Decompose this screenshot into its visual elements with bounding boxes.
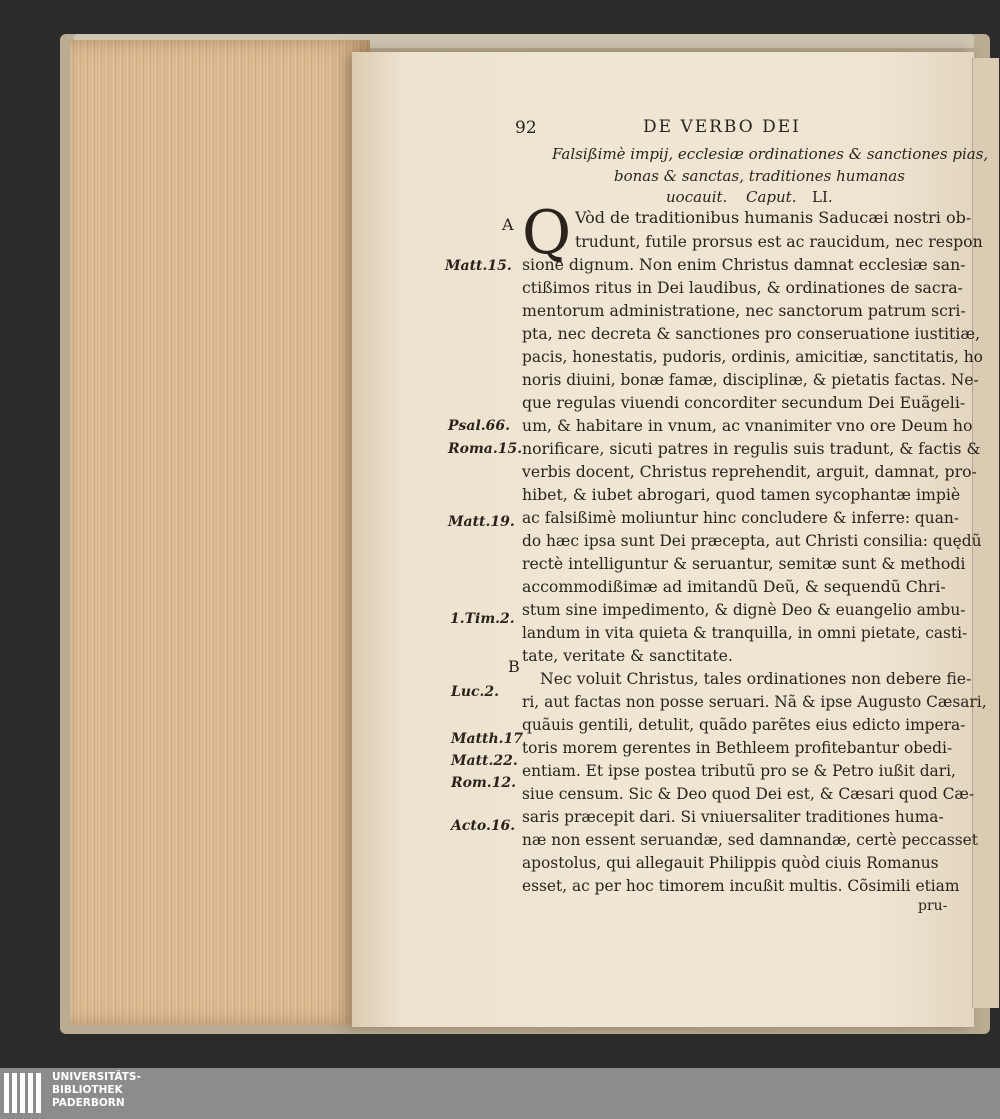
body-line: ri, aut factas non posse seruari. Nã & ipse Augusto Cæsari, (522, 693, 987, 711)
body-line: tate, veritate & sanctitate. (522, 646, 733, 665)
library-name (52, 1071, 141, 1110)
margin-ref: Matt.19. (448, 514, 515, 530)
chapter-heading-line-1: Falsißimè impij, ecclesiæ ordinationes & sanctiones pias, (552, 145, 989, 163)
running-head: DE VERBO DEI (643, 117, 801, 137)
body-line: ac falsißimè moliuntur hinc concludere & inferre: quan- (522, 509, 959, 527)
body-line: mentorum administratione, nec sanctorum patrum scri- (522, 301, 966, 320)
chapter-number: LI. (812, 188, 833, 206)
margin-ref: Psal.66. (448, 418, 511, 434)
library-logo-icon (4, 1073, 46, 1115)
drop-cap: Q (522, 198, 572, 268)
section-letter-a: A (502, 215, 514, 234)
body-line: sione dignum. Non enim Christus damnat ecclesiæ san- (522, 255, 966, 274)
chapter-heading-line-2: bonas & sanctas, traditiones humanas (614, 167, 905, 185)
body-line: saris præcepit dari. Si vniuersaliter traditiones huma- (522, 808, 944, 826)
library-footer-bar (0, 1068, 1000, 1119)
body-line: siue censum. Sic & Deo quod Dei est, & Cæsari quod Cæ- (522, 785, 975, 803)
body-line: Vòd de traditionibus humanis Saducæi nostri ob- (575, 208, 972, 227)
body-line: apostolus, qui allegauit Philippis quòd ciuis Romanus (522, 854, 939, 872)
body-line: noris diuini, bonæ famæ, disciplinæ, & pietatis factas. Ne- (522, 371, 979, 389)
body-line: stum sine impedimento, & dignè Deo & euangelio ambu- (522, 601, 966, 619)
library-name-line-2: BIBLIOTHEK (52, 1084, 123, 1096)
margin-ref: Matt.22. (451, 753, 518, 769)
margin-ref: Rom.12. (451, 775, 517, 791)
body-line: hibet, & iubet abrogari, quod tamen sycophantæ impiè (522, 485, 961, 504)
margin-ref: Acto.16. (451, 818, 516, 834)
page-edges (70, 40, 370, 1025)
margin-ref: Luc.2. (451, 684, 500, 700)
body-line: trudunt, futile prorsus est ac raucidum, nec respon (575, 232, 983, 251)
body-line: næ non essent seruandæ, sed damnandæ, certè peccasset (522, 831, 978, 849)
body-line: ctißimos ritus in Dei laudibus, & ordinationes de sacra- (522, 278, 963, 297)
body-line: landum in vita quieta & tranquilla, in omni pietate, casti- (522, 624, 968, 642)
body-line: entiam. Et ipse postea tributũ pro se & Petro iußit dari, (522, 762, 956, 780)
margin-ref: Matt.15. (445, 258, 512, 274)
body-line: toris morem gerentes in Bethleem profitebantur obedi- (522, 739, 953, 757)
chapter-heading-line-3: uocauit. (666, 188, 728, 206)
margin-ref: Roma.15. (448, 441, 523, 457)
body-line: Nec voluit Christus, tales ordinationes non debere fie- (540, 669, 972, 688)
body-line: rectè intelliguntur & seruantur, semitæ sunt & methodi (522, 554, 966, 573)
body-line: do hæc ipsa sunt Dei præcepta, aut Christi consilia: quędũ (522, 532, 982, 550)
page-number: 92 (515, 118, 537, 138)
section-letter-b: B (508, 657, 520, 676)
margin-ref: Matth.17 (451, 731, 524, 747)
library-name-line-3: PADERBORN (52, 1097, 125, 1109)
body-line: norificare, sicuti patres in regulis suis tradunt, & factis & (522, 439, 981, 458)
body-line: accommodißimæ ad imitandũ Deũ, & sequendũ Chri- (522, 577, 946, 596)
body-line: que regulas viuendi concorditer secundum Dei Euãgeli- (522, 393, 966, 412)
chapter-word: Caput. (746, 188, 797, 206)
body-line: verbis docent, Christus reprehendit, arguit, damnat, pro- (522, 462, 977, 481)
body-line: pacis, honestatis, pudoris, ordinis, amicitiæ, sanctitatis, ho (522, 348, 983, 366)
catchword: pru- (918, 898, 948, 914)
library-name-line-1: UNIVERSITÄTS- (52, 1071, 141, 1083)
margin-ref: 1.Tim.2. (450, 611, 515, 627)
body-line: pta, nec decreta & sanctiones pro conseruatione iustitiæ, (522, 324, 981, 343)
body-line: um, & habitare in vnum, ac vnanimiter vno ore Deum ho (522, 416, 973, 435)
body-line: esset, ac per hoc timorem incußit multis. Cõsimili etiam (522, 877, 960, 895)
body-line: quãuis gentili, detulit, quãdo parẽtes eius edicto impera- (522, 716, 966, 734)
